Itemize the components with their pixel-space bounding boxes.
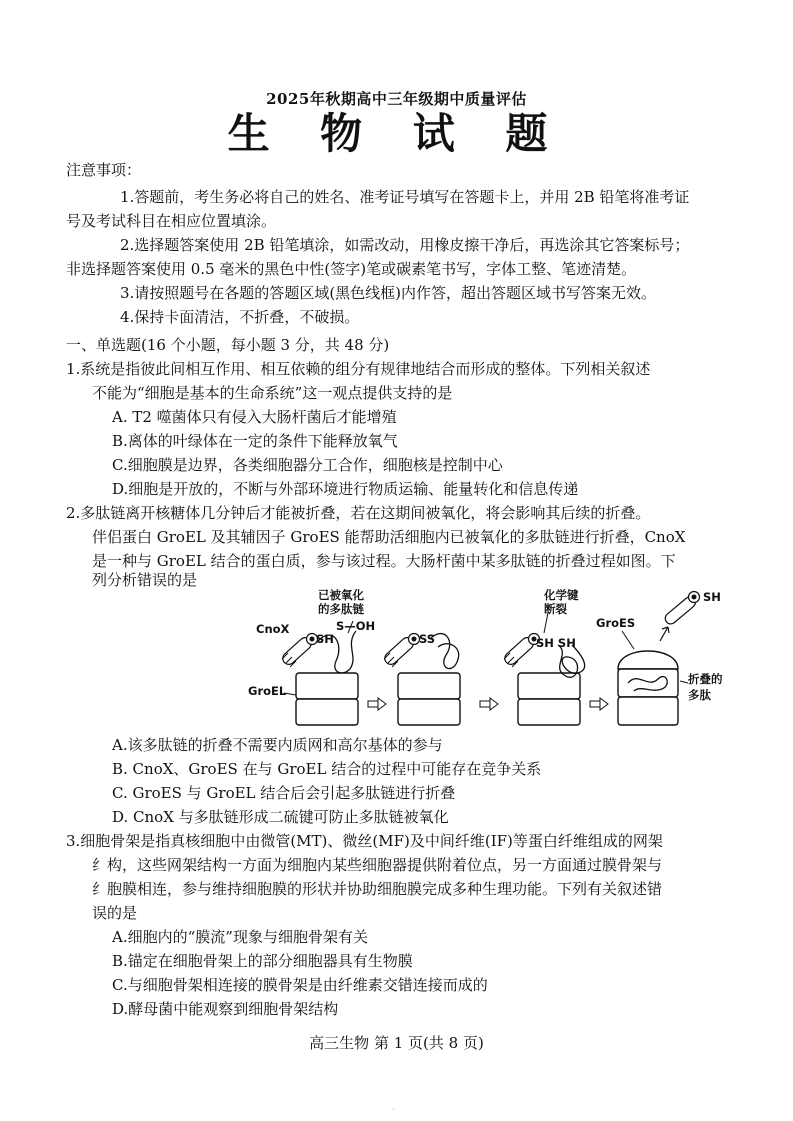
release-arrow xyxy=(660,627,668,641)
label-folded-line-1: 折叠的 xyxy=(688,672,723,686)
label-groes: GroES xyxy=(596,616,636,630)
q1-option-b: B.离体的叶绿体在一定的条件下能释放氧气 xyxy=(112,432,398,450)
q1-stem-line-1: 1.系统是指彼此间相互作用、相互依赖的组分有规律地结合而形成的整体。下列相关叙述 xyxy=(66,360,651,378)
label-sh-sh: SH SH xyxy=(536,636,576,650)
stage-arrow-1 xyxy=(368,698,386,710)
released-cnox xyxy=(663,592,700,627)
q2-stem-line-3: 是一种与 GroEL 结合的蛋白质，参与该过程。大肠杆菌中某多肽链的折叠过程如图。下 xyxy=(92,552,676,570)
stage-3-label-pointer xyxy=(544,613,548,633)
q2-stem-line-4: 列分析错误的是 xyxy=(92,571,198,589)
label-bond-line-2: 断裂 xyxy=(544,602,567,616)
q2-stem-line-1: 2.多肽链离开核糖体几分钟后才能被折叠，若在这期间被氧化，将会影响其后续的折叠。 xyxy=(66,504,651,522)
q3-option-c: C.与细胞骨架相连接的膜骨架是由纤维素交错连接而成的 xyxy=(112,976,488,994)
q1-stem-line-2: 不能为“细胞是基本的生命系统”这一观点提供支持的是 xyxy=(92,384,453,402)
q3-stem-line-4: 误的是 xyxy=(92,904,138,922)
q1-option-a: A. T2 噬菌体只有侵入大肠杆菌后才能增殖 xyxy=(112,408,397,426)
stage-1-cnox-arm xyxy=(280,634,317,668)
stage-arrow-3 xyxy=(590,698,608,710)
q2-option-b: B. CnoX、GroES 在与 GroEL 结合的过程中可能存在竞争关系 xyxy=(112,760,542,778)
stage-1-groel xyxy=(296,673,358,725)
q1-option-c: C.细胞膜是边界，各类细胞器分工合作，细胞核是控制中心 xyxy=(112,456,503,474)
groes-pointer xyxy=(622,631,634,649)
label-bond-line-1: 化学键 xyxy=(544,588,579,602)
scan-mark: · xyxy=(392,1105,395,1114)
q2-option-c: C. GroES 与 GroEL 结合后会引起多肽链进行折叠 xyxy=(112,784,456,802)
notice-item-1-line-2: 号及考试科目在相应位置填涂。 xyxy=(66,212,277,230)
q3-option-a: A.细胞内的“膜流”现象与细胞骨架有关 xyxy=(112,928,368,946)
label-oxidized-line-1: 已被氧化 xyxy=(318,588,364,602)
stage-3-cnox-arm xyxy=(502,634,539,668)
section-1-heading: 一、单选题(16 个小题，每小题 3 分，共 48 分) xyxy=(66,336,390,354)
stage-3-groel xyxy=(518,673,580,725)
q3-stem-line-2: 纟构，这些网架结构一方面为细胞内某些细胞器提供附着位点，另一方面通过膜骨架与 xyxy=(92,856,663,874)
q2-option-a: A.该多肽链的折叠不需要内质网和高尔基体的参与 xyxy=(112,736,443,754)
exam-subtitle: 2025年秋期高中三年级期中质量评估 xyxy=(266,90,527,108)
q2-stem-line-2: 伴侣蛋白 GroEL 及其辅因子 GroES 能帮助活细胞内已被氧化的多肽链进行折叠，CnoX xyxy=(92,528,686,546)
notice-item-1-line-1: 1.答题前，考生务必将自己的姓名、准考证号填写在答题卡上，并用 2B 铅笔将准考证 xyxy=(120,188,690,206)
stage-arrow-2 xyxy=(480,698,498,710)
label-s-oh: S—OH xyxy=(336,619,376,633)
notice-item-3: 3.请按照题号在各题的答题区域(黑色线框)内作答，超出答题区域书写答案无效。 xyxy=(120,284,657,302)
q3-stem-line-1: 3.细胞骨架是指真核细胞中由微管(MT)、微丝(MF)及中间纤维(IF)等蛋白纤维组成的网架 xyxy=(66,832,663,850)
q3-option-b: B.锚定在细胞骨架上的部分细胞器具有生物膜 xyxy=(112,952,413,970)
q2-option-d: D. CnoX 与多肽链形成二硫键可防止多肽链被氧化 xyxy=(112,808,449,826)
notice-item-2-line-1: 2.选择题答案使用 2B 铅笔填涂，如需改动，用橡皮擦干净后，再选涂其它答案标号； xyxy=(120,236,690,254)
notice-item-2-line-2: 非选择题答案使用 0.5 毫米的黑色中性(签字)笔或碳素笔书写，字体工整、笔迹清楚。 xyxy=(66,260,637,278)
label-oxidized-line-2: 的多肽链 xyxy=(318,602,364,616)
notice-heading: 注意事项： xyxy=(66,161,142,179)
stage-2-cnox-arm xyxy=(382,634,419,668)
label-ss: SS xyxy=(419,632,436,646)
exam-title: 生 物 试 题 xyxy=(227,109,566,158)
label-groel: GroEL xyxy=(248,684,287,698)
stage-2-groel xyxy=(398,673,460,725)
q3-stem-line-3: 纟胞膜相连，参与维持细胞膜的形状并协助细胞膜完成多种生理功能。下列有关叙述错 xyxy=(92,880,663,898)
folded-pointer xyxy=(680,681,688,683)
label-sh-2: SH xyxy=(703,590,721,604)
notice-item-4: 4.保持卡面清洁，不折叠，不破损。 xyxy=(120,308,360,326)
label-sh-1: SH xyxy=(316,632,334,646)
protein-folding-figure xyxy=(248,585,728,733)
label-cnox: CnoX xyxy=(256,622,290,636)
stage-4-groel-groes xyxy=(618,651,678,725)
label-folded-line-2: 多肽 xyxy=(688,688,711,702)
q3-option-d: D.酵母菌中能观察到细胞骨架结构 xyxy=(112,1000,339,1018)
q1-option-d: D.细胞是开放的，不断与外部环境进行物质运输、能量转化和信息传递 xyxy=(112,480,579,498)
page-footer: 高三生物 第 1 页(共 8 页) xyxy=(309,1034,484,1052)
